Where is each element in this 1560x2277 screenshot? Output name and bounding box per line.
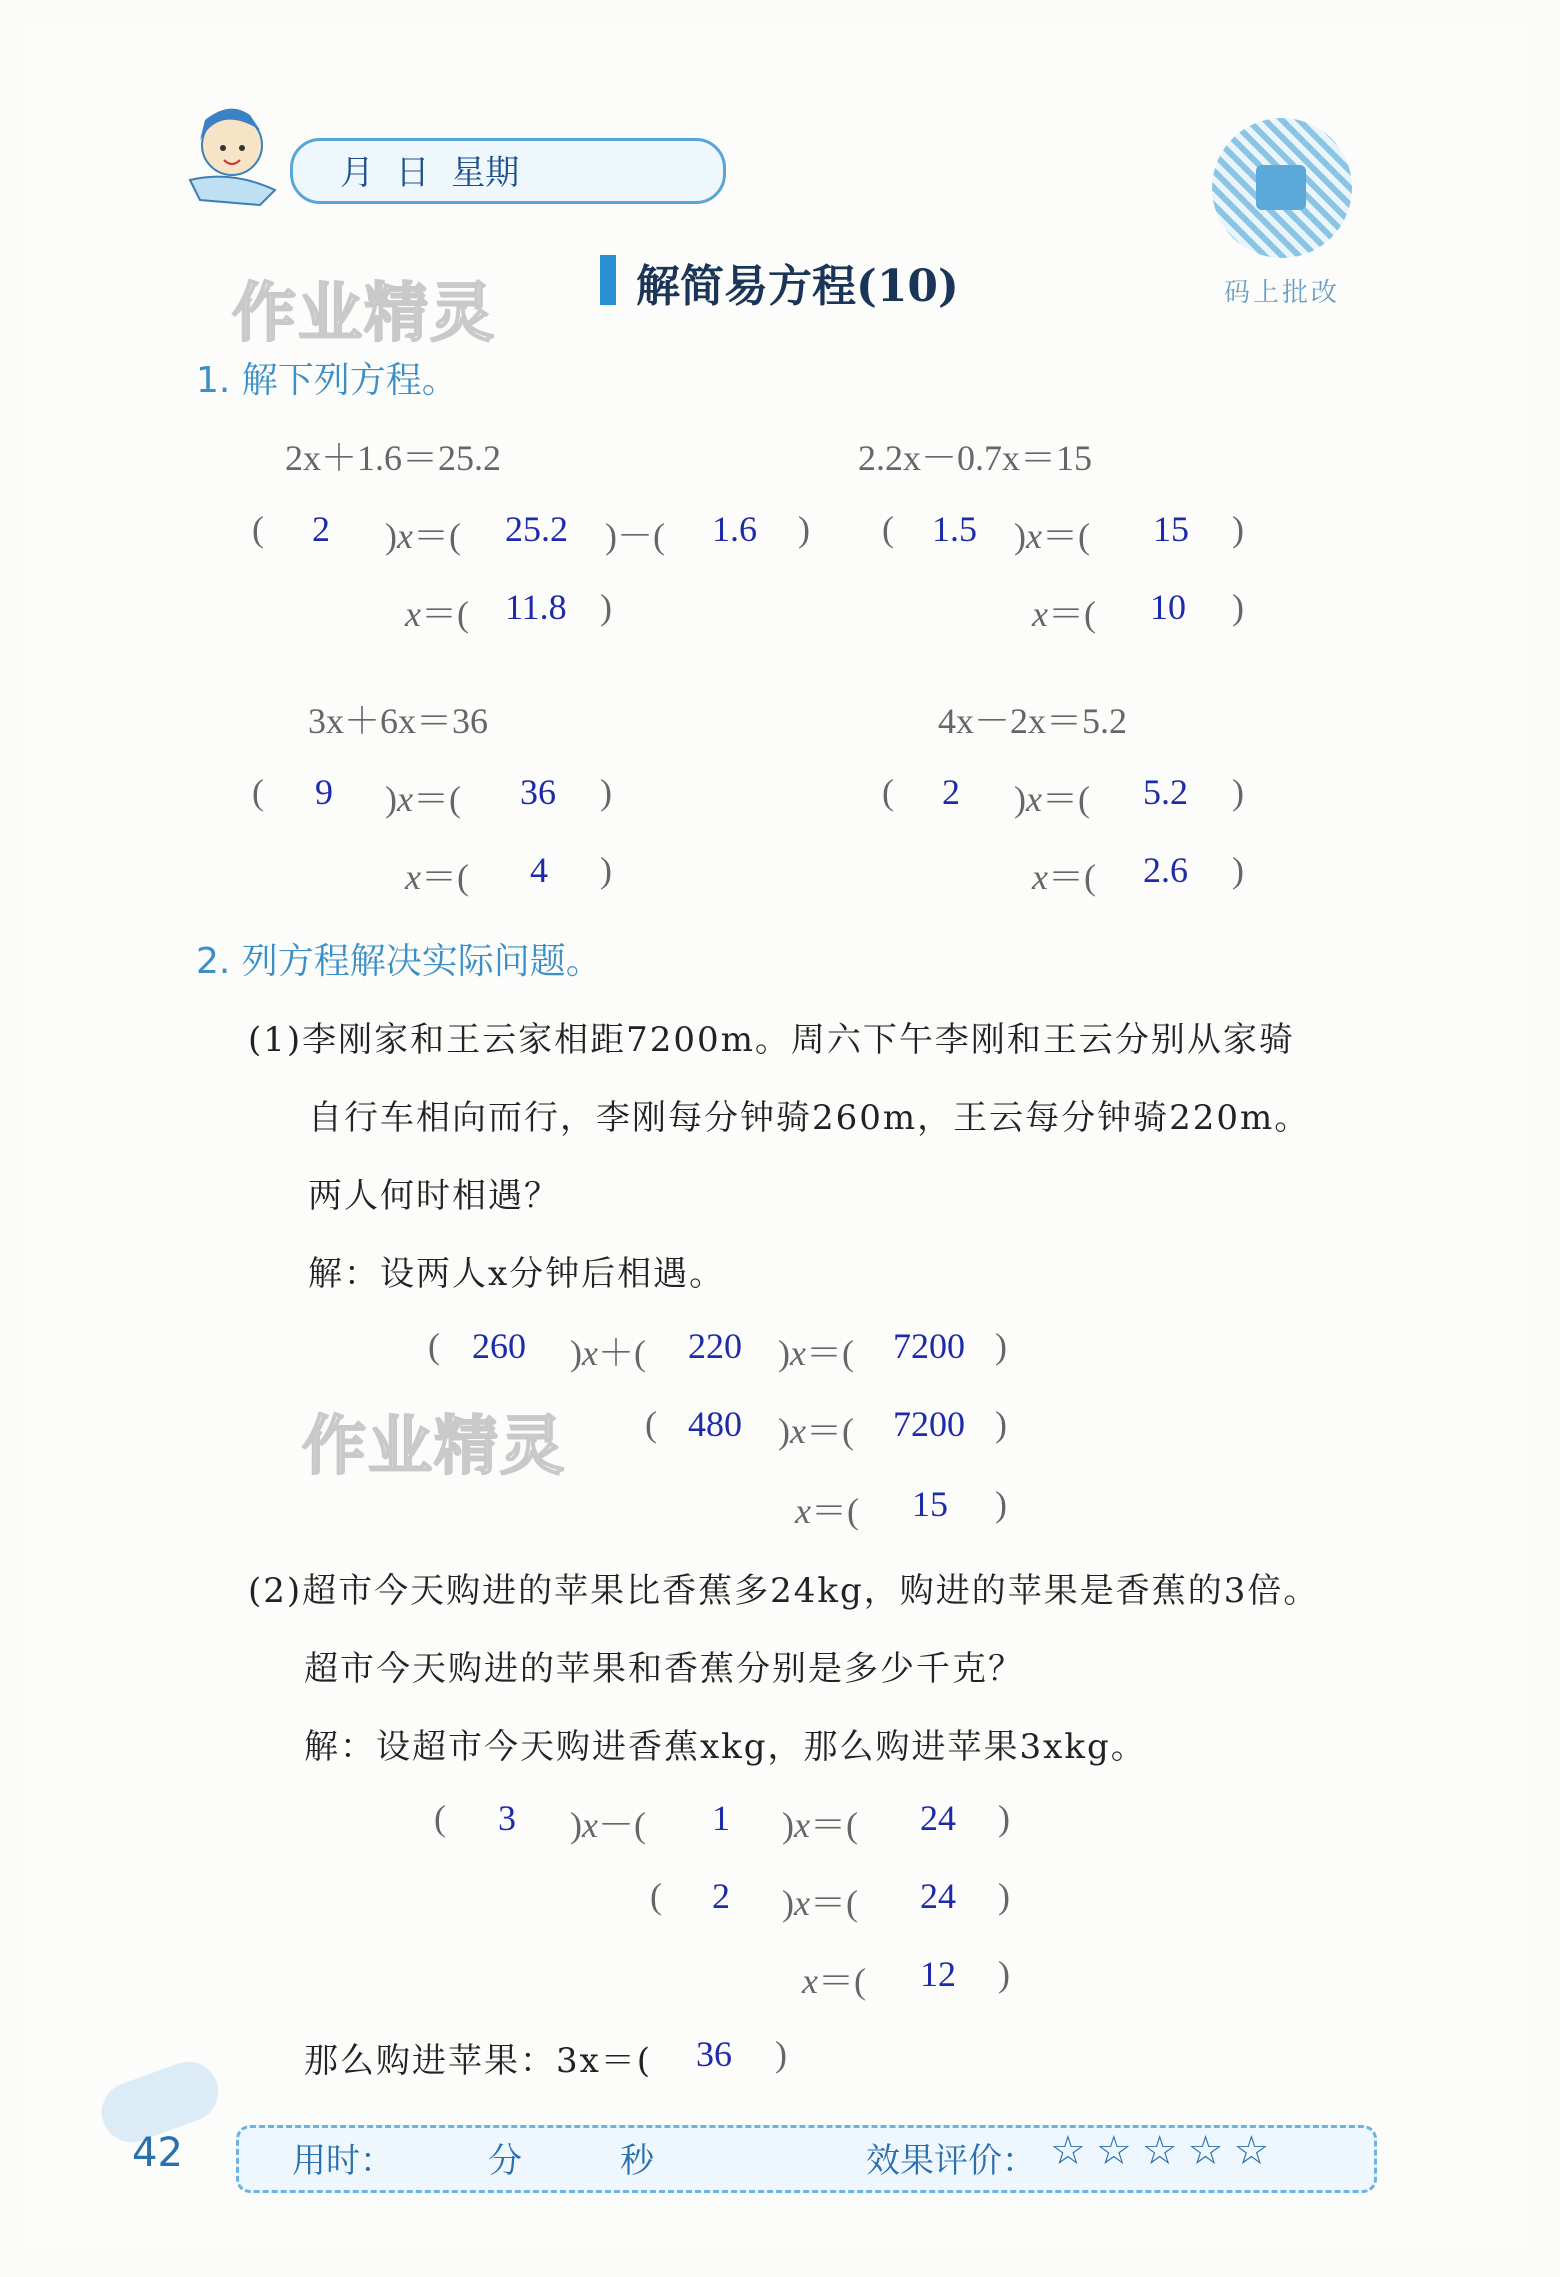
answer: 24 [920, 1876, 956, 1916]
answer: 1 [712, 1798, 730, 1838]
second-label: 秒 [620, 2141, 654, 2181]
answer: 7200 [893, 1326, 965, 1366]
answer: 2.6 [1143, 850, 1188, 890]
equation: 2x＋1.6＝25.2 [285, 438, 502, 478]
answer: 2 [312, 509, 330, 549]
answer: 5.2 [1143, 772, 1188, 812]
equation: 2.2x－0.7x＝15 [858, 438, 1093, 478]
answer: 12 [920, 1954, 956, 1994]
answer: 480 [688, 1404, 742, 1444]
rating-label: 效果评价： [866, 2141, 1036, 2181]
minute-label: 分 [488, 2141, 522, 2181]
qr-caption: 码上批改 [1224, 278, 1341, 308]
answer: 15 [1153, 509, 1189, 549]
answer: 220 [688, 1326, 742, 1366]
solution-setup: 解：设超市今天购进香蕉xkg，那么购进苹果3xkg。 [304, 1727, 1147, 1767]
watermark: 作业精灵 [232, 277, 496, 351]
answer: 3 [498, 1798, 516, 1838]
title-marker [600, 255, 616, 305]
equation: 3x＋6x＝36 [308, 701, 489, 741]
final-answer-label: 那么购进苹果：3x＝( [304, 2041, 653, 2081]
qr-center-icon [1256, 165, 1306, 210]
problem-text: 两人何时相遇？ [308, 1176, 560, 1216]
cartoon-kid-icon [160, 100, 290, 210]
answer: 36 [520, 772, 556, 812]
answer: 10 [1150, 587, 1186, 627]
answer: 1.6 [712, 509, 757, 549]
answer: 11.8 [505, 587, 567, 627]
answer: 9 [315, 772, 333, 812]
problem-text: (2)超市今天购进的苹果比香蕉多24kg，购进的苹果是香蕉的3倍。 [248, 1571, 1320, 1611]
equation: 4x－2x＝5.2 [938, 701, 1128, 741]
q1-heading: 1. 解下列方程。 [196, 360, 458, 401]
watermark: 作业精灵 [302, 1410, 566, 1484]
time-label: 用时： [292, 2141, 394, 2181]
date-weekday-label: 月 日 星期 [340, 153, 520, 193]
answer: 2 [712, 1876, 730, 1916]
solution-setup: 解：设两人x分钟后相遇。 [308, 1254, 726, 1294]
problem-text: 自行车相向而行，李刚每分钟骑260m，王云每分钟骑220m。 [308, 1098, 1311, 1138]
answer: 4 [530, 850, 548, 890]
page-title: 解简易方程(10) [636, 261, 959, 312]
answer: 15 [912, 1484, 948, 1524]
problem-text: (1)李刚家和王云家相距7200m。周六下午李刚和王云分别从家骑 [248, 1020, 1295, 1060]
answer: 24 [920, 1798, 956, 1838]
page-number: 42 [132, 2130, 183, 2176]
answer: 25.2 [505, 509, 568, 549]
rating-stars[interactable]: ☆☆☆☆☆ [1050, 2128, 1280, 2174]
answer: 2 [942, 772, 960, 812]
answer: 1.5 [932, 509, 977, 549]
problem-text: 超市今天购进的苹果和香蕉分别是多少千克？ [304, 1649, 1024, 1689]
q2-heading: 2. 列方程解决实际问题。 [196, 941, 602, 982]
equation-step: ( [252, 509, 264, 549]
answer: 260 [472, 1326, 526, 1366]
answer: 7200 [893, 1404, 965, 1444]
answer: 36 [696, 2034, 732, 2074]
